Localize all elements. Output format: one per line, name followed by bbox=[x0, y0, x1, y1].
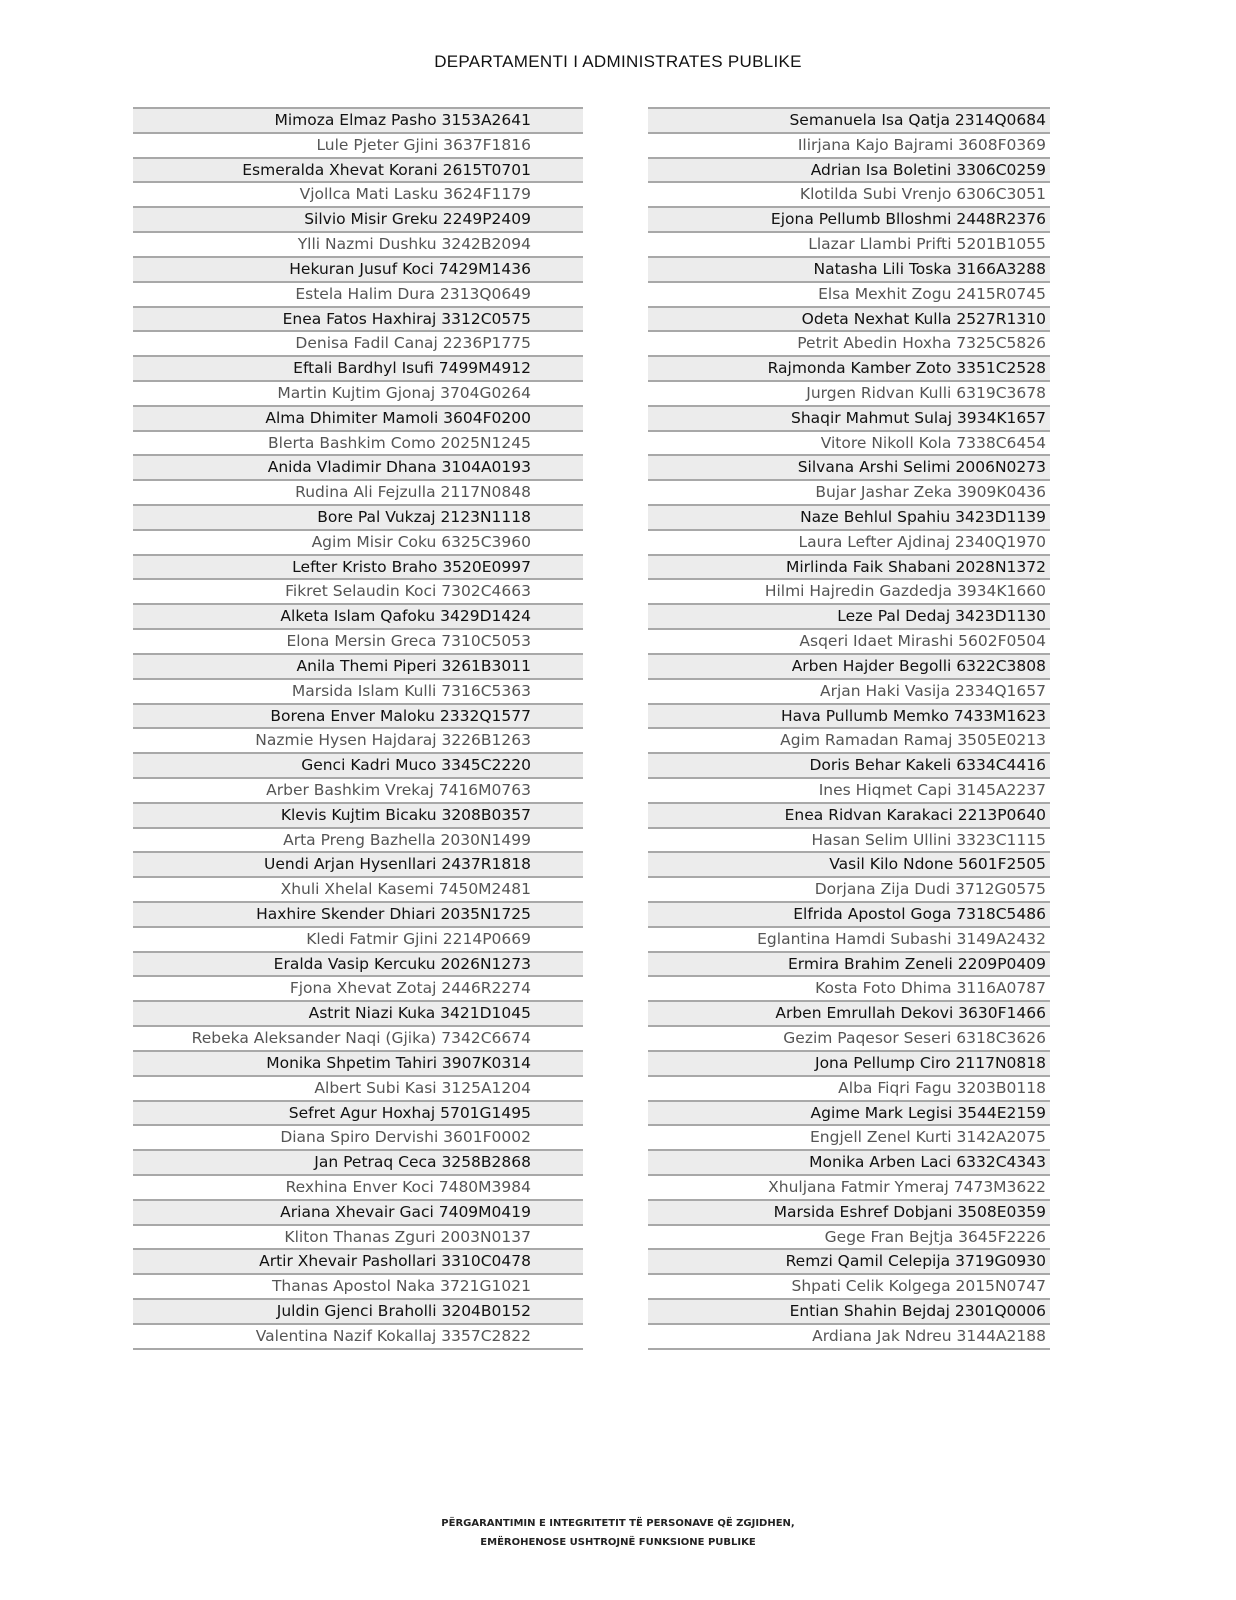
left-name-row: Haxhire Skender Dhiari 2035N1725 bbox=[133, 901, 583, 926]
left-name-column bbox=[133, 107, 583, 1350]
left-name-row: Enea Fatos Haxhiraj 3312C0575 bbox=[133, 306, 583, 331]
left-name-row: Alketa Islam Qafoku 3429D1424 bbox=[133, 603, 583, 628]
left-name-row: Nazmie Hysen Hajdaraj 3226B1263 bbox=[133, 727, 583, 752]
left-name-row: Rebeka Aleksander Naqi (Gjika) 7342C6674 bbox=[133, 1025, 583, 1050]
right-name-row: Monika Arben Laci 6332C4343 bbox=[648, 1149, 1050, 1174]
left-name-row: Ariana Xhevair Gaci 7409M0419 bbox=[133, 1199, 583, 1224]
left-name-row: Esmeralda Xhevat Korani 2615T0701 bbox=[133, 157, 583, 182]
right-name-row: Jurgen Ridvan Kulli 6319C3678 bbox=[648, 380, 1050, 405]
right-name-column bbox=[648, 107, 1050, 1350]
right-name-row: Asqeri Idaet Mirashi 5602F0504 bbox=[648, 628, 1050, 653]
right-name-row: Natasha Lili Toska 3166A3288 bbox=[648, 256, 1050, 281]
right-name-row: Entian Shahin Bejdaj 2301Q0006 bbox=[648, 1298, 1050, 1323]
right-name-row: Elfrida Apostol Goga 7318C5486 bbox=[648, 901, 1050, 926]
left-name-row: Fjona Xhevat Zotaj 2446R2274 bbox=[133, 975, 583, 1000]
left-name-row: Sefret Agur Hoxhaj 5701G1495 bbox=[133, 1100, 583, 1125]
left-name-row: Lefter Kristo Braho 3520E0997 bbox=[133, 554, 583, 579]
left-name-row: Astrit Niazi Kuka 3421D1045 bbox=[133, 1000, 583, 1025]
right-name-row: Alba Fiqri Fagu 3203B0118 bbox=[648, 1075, 1050, 1100]
right-name-row: Petrit Abedin Hoxha 7325C5826 bbox=[648, 330, 1050, 355]
left-name-row: Kledi Fatmir Gjini 2214P0669 bbox=[133, 926, 583, 951]
right-name-row: Hasan Selim Ullini 3323C1115 bbox=[648, 827, 1050, 852]
left-name-row: Estela Halim Dura 2313Q0649 bbox=[133, 281, 583, 306]
left-name-row: Valentina Nazif Kokallaj 3357C2822 bbox=[133, 1323, 583, 1348]
right-name-row: Ejona Pellumb Blloshmi 2448R2376 bbox=[648, 206, 1050, 231]
right-name-row: Vasil Kilo Ndone 5601F2505 bbox=[648, 851, 1050, 876]
right-name-row: Agim Ramadan Ramaj 3505E0213 bbox=[648, 727, 1050, 752]
right-name-row: Gege Fran Bejtja 3645F2226 bbox=[648, 1224, 1050, 1249]
right-name-row: Shaqir Mahmut Sulaj 3934K1657 bbox=[648, 405, 1050, 430]
right-name-row: Adrian Isa Boletini 3306C0259 bbox=[648, 157, 1050, 182]
left-name-row: Alma Dhimiter Mamoli 3604F0200 bbox=[133, 405, 583, 430]
left-name-row: Rexhina Enver Koci 7480M3984 bbox=[133, 1174, 583, 1199]
right-name-row: Engjell Zenel Kurti 3142A2075 bbox=[648, 1124, 1050, 1149]
right-name-row: Naze Behlul Spahiu 3423D1139 bbox=[648, 504, 1050, 529]
right-name-row: Elsa Mexhit Zogu 2415R0745 bbox=[648, 281, 1050, 306]
left-name-row: Ylli Nazmi Dushku 3242B2094 bbox=[133, 231, 583, 256]
left-name-row: Eftali Bardhyl Isufi 7499M4912 bbox=[133, 355, 583, 380]
right-name-row: Laura Lefter Ajdinaj 2340Q1970 bbox=[648, 529, 1050, 554]
right-name-row: Mirlinda Faik Shabani 2028N1372 bbox=[648, 554, 1050, 579]
page-footer bbox=[0, 1514, 1236, 1552]
right-name-row: Ardiana Jak Ndreu 3144A2188 bbox=[648, 1323, 1050, 1348]
left-name-row: Anida Vladimir Dhana 3104A0193 bbox=[133, 454, 583, 479]
left-name-row: Arber Bashkim Vrekaj 7416M0763 bbox=[133, 777, 583, 802]
left-name-row: Monika Shpetim Tahiri 3907K0314 bbox=[133, 1050, 583, 1075]
right-name-row: Kosta Foto Dhima 3116A0787 bbox=[648, 975, 1050, 1000]
left-name-row: Marsida Islam Kulli 7316C5363 bbox=[133, 678, 583, 703]
right-column-bottom-rule bbox=[648, 1348, 1050, 1350]
right-name-row: Jona Pellump Ciro 2117N0818 bbox=[648, 1050, 1050, 1075]
left-name-row: Juldin Gjenci Braholli 3204B0152 bbox=[133, 1298, 583, 1323]
right-name-row: Doris Behar Kakeli 6334C4416 bbox=[648, 752, 1050, 777]
left-name-row: Hekuran Jusuf Koci 7429M1436 bbox=[133, 256, 583, 281]
right-name-row: Arben Hajder Begolli 6322C3808 bbox=[648, 653, 1050, 678]
left-name-row: Klevis Kujtim Bicaku 3208B0357 bbox=[133, 802, 583, 827]
page-title: DEPARTAMENTI I ADMINISTRATES PUBLIKE bbox=[434, 52, 802, 71]
right-name-row: Leze Pal Dedaj 3423D1130 bbox=[648, 603, 1050, 628]
right-name-row: Odeta Nexhat Kulla 2527R1310 bbox=[648, 306, 1050, 331]
left-name-row: Silvio Misir Greku 2249P2409 bbox=[133, 206, 583, 231]
right-name-row: Ilirjana Kajo Bajrami 3608F0369 bbox=[648, 132, 1050, 157]
left-name-row: Denisa Fadil Canaj 2236P1775 bbox=[133, 330, 583, 355]
right-name-row: Silvana Arshi Selimi 2006N0273 bbox=[648, 454, 1050, 479]
left-name-row: Agim Misir Coku 6325C3960 bbox=[133, 529, 583, 554]
left-name-row: Borena Enver Maloku 2332Q1577 bbox=[133, 703, 583, 728]
right-name-row: Semanuela Isa Qatja 2314Q0684 bbox=[648, 107, 1050, 132]
right-name-row: Hilmi Hajredin Gazdedja 3934K1660 bbox=[648, 578, 1050, 603]
footer-line-1: PËRGARANTIMIN E INTEGRITETIT TË PERSONAVE QË ZGJIDHEN, bbox=[441, 1518, 795, 1529]
left-name-row: Genci Kadri Muco 3345C2220 bbox=[133, 752, 583, 777]
left-name-row: Anila Themi Piperi 3261B3011 bbox=[133, 653, 583, 678]
left-name-row: Kliton Thanas Zguri 2003N0137 bbox=[133, 1224, 583, 1249]
right-name-row: Gezim Paqesor Seseri 6318C3626 bbox=[648, 1025, 1050, 1050]
right-name-row: Rajmonda Kamber Zoto 3351C2528 bbox=[648, 355, 1050, 380]
right-name-row: Klotilda Subi Vrenjo 6306C3051 bbox=[648, 181, 1050, 206]
left-name-row: Elona Mersin Greca 7310C5053 bbox=[133, 628, 583, 653]
footer-line-2: EMËROHENOSE USHTROJNË FUNKSIONE PUBLIKE bbox=[480, 1537, 756, 1548]
left-column-bottom-rule bbox=[133, 1348, 583, 1350]
right-name-row: Xhuljana Fatmir Ymeraj 7473M3622 bbox=[648, 1174, 1050, 1199]
right-name-row: Marsida Eshref Dobjani 3508E0359 bbox=[648, 1199, 1050, 1224]
left-name-row: Lule Pjeter Gjini 3637F1816 bbox=[133, 132, 583, 157]
left-name-row: Arta Preng Bazhella 2030N1499 bbox=[133, 827, 583, 852]
left-name-row: Mimoza Elmaz Pasho 3153A2641 bbox=[133, 107, 583, 132]
left-name-row: Martin Kujtim Gjonaj 3704G0264 bbox=[133, 380, 583, 405]
right-name-row: Agime Mark Legisi 3544E2159 bbox=[648, 1100, 1050, 1125]
right-name-row: Llazar Llambi Prifti 5201B1055 bbox=[648, 231, 1050, 256]
left-name-row: Uendi Arjan Hysenllari 2437R1818 bbox=[133, 851, 583, 876]
right-name-row: Hava Pullumb Memko 7433M1623 bbox=[648, 703, 1050, 728]
right-name-row: Arjan Haki Vasija 2334Q1657 bbox=[648, 678, 1050, 703]
right-name-row: Enea Ridvan Karakaci 2213P0640 bbox=[648, 802, 1050, 827]
left-name-row: Eralda Vasip Kercuku 2026N1273 bbox=[133, 951, 583, 976]
right-name-row: Ermira Brahim Zeneli 2209P0409 bbox=[648, 951, 1050, 976]
right-name-row: Ines Hiqmet Capi 3145A2237 bbox=[648, 777, 1050, 802]
left-name-row: Bore Pal Vukzaj 2123N1118 bbox=[133, 504, 583, 529]
left-name-row: Vjollca Mati Lasku 3624F1179 bbox=[133, 181, 583, 206]
left-name-row: Diana Spiro Dervishi 3601F0002 bbox=[133, 1124, 583, 1149]
left-name-row: Xhuli Xhelal Kasemi 7450M2481 bbox=[133, 876, 583, 901]
right-name-row: Vitore Nikoll Kola 7338C6454 bbox=[648, 430, 1050, 455]
right-name-row: Bujar Jashar Zeka 3909K0436 bbox=[648, 479, 1050, 504]
left-name-row: Rudina Ali Fejzulla 2117N0848 bbox=[133, 479, 583, 504]
right-name-row: Arben Emrullah Dekovi 3630F1466 bbox=[648, 1000, 1050, 1025]
left-name-row: Albert Subi Kasi 3125A1204 bbox=[133, 1075, 583, 1100]
left-name-row: Jan Petraq Ceca 3258B2868 bbox=[133, 1149, 583, 1174]
right-name-row: Remzi Qamil Celepija 3719G0930 bbox=[648, 1248, 1050, 1273]
left-name-row: Thanas Apostol Naka 3721G1021 bbox=[133, 1273, 583, 1298]
right-name-row: Eglantina Hamdi Subashi 3149A2432 bbox=[648, 926, 1050, 951]
left-name-row: Fikret Selaudin Koci 7302C4663 bbox=[133, 578, 583, 603]
left-name-row: Blerta Bashkim Como 2025N1245 bbox=[133, 430, 583, 455]
left-name-row: Artir Xhevair Pashollari 3310C0478 bbox=[133, 1248, 583, 1273]
right-name-row: Dorjana Zija Dudi 3712G0575 bbox=[648, 876, 1050, 901]
right-name-row: Shpati Celik Kolgega 2015N0747 bbox=[648, 1273, 1050, 1298]
